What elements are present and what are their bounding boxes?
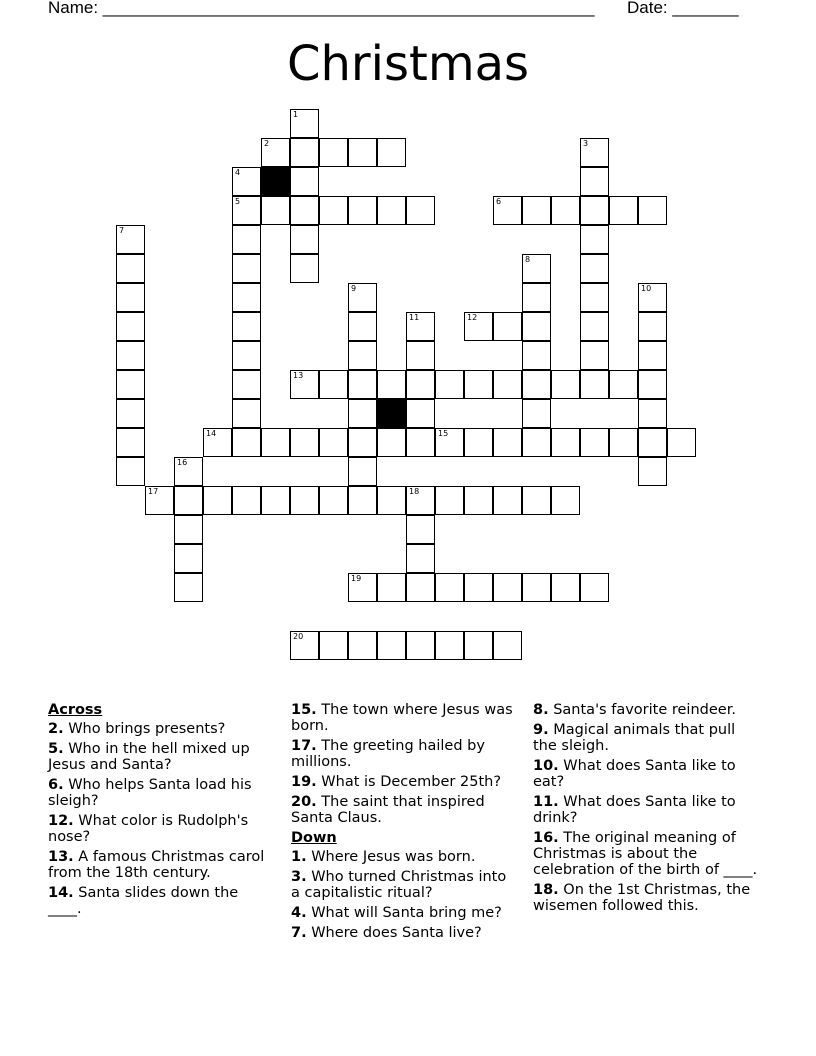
crossword-cell[interactable] [174, 573, 203, 602]
clue-across-17: 17. The greeting hailed by millions. [291, 738, 485, 770]
crossword-cell[interactable] [493, 428, 522, 457]
crossword-cell[interactable] [522, 486, 551, 515]
crossword-cell[interactable] [493, 312, 522, 341]
clue-down-7: 7. Where does Santa live? [291, 925, 482, 941]
crossword-cell[interactable] [319, 138, 348, 167]
crossword-cell[interactable] [522, 283, 551, 312]
crossword-cell[interactable] [377, 196, 406, 225]
crossword-cell[interactable] [580, 254, 609, 283]
crossword-cell[interactable] [232, 167, 261, 196]
crossword-cell[interactable] [580, 573, 609, 602]
crossword-cell[interactable] [493, 486, 522, 515]
clue-down-1: 1. Where Jesus was born. [291, 849, 476, 865]
crossword-cell[interactable] [377, 370, 406, 399]
crossword-cell[interactable] [348, 138, 377, 167]
clue-across-15: 15. The town where Jesus was born. [291, 702, 513, 734]
crossword-cell[interactable] [551, 486, 580, 515]
crossword-cell[interactable] [377, 573, 406, 602]
crossword-cell[interactable] [145, 486, 174, 515]
clue-number: 8 [525, 255, 531, 264]
crossword-cell[interactable] [348, 283, 377, 312]
clue-number: 4 [235, 168, 241, 177]
down-heading: Down [291, 830, 337, 846]
crossword-cell[interactable] [232, 486, 261, 515]
clue-number: 1 [293, 110, 299, 119]
crossword-cell[interactable] [464, 486, 493, 515]
clue-number: 11 [409, 313, 420, 322]
clue-number: 15 [438, 429, 449, 438]
clue-number: 14 [206, 429, 217, 438]
crossword-cell[interactable] [203, 486, 232, 515]
crossword-cell[interactable] [406, 399, 435, 428]
clue-column-3 [533, 702, 761, 918]
date-field-label[interactable]: Date: _______ [627, 0, 739, 17]
crossword-cell[interactable] [116, 370, 145, 399]
crossword-cell[interactable] [116, 254, 145, 283]
crossword-cell[interactable] [290, 254, 319, 283]
crossword-cell[interactable] [232, 225, 261, 254]
crossword-cell[interactable] [319, 428, 348, 457]
clue-across-2: 2. Who brings presents? [48, 721, 226, 737]
crossword-cell[interactable] [377, 138, 406, 167]
crossword-cell[interactable] [348, 341, 377, 370]
clue-across-6: 6. Who helps Santa load his sleigh? [48, 777, 252, 809]
clue-across-14: 14. Santa slides down the ____. [48, 885, 239, 917]
crossword-cell[interactable] [377, 631, 406, 660]
crossword-cell[interactable] [638, 370, 667, 399]
crossword-cell[interactable] [638, 457, 667, 486]
crossword-cell[interactable] [667, 428, 696, 457]
crossword-cell[interactable] [290, 428, 319, 457]
clue-down-11: 11. What does Santa like to drink? [533, 794, 736, 826]
crossword-cell[interactable] [290, 196, 319, 225]
clue-down-8: 8. Santa's favorite reindeer. [533, 702, 736, 718]
crossword-cell[interactable] [406, 312, 435, 341]
crossword-cell[interactable] [406, 544, 435, 573]
crossword-cell[interactable] [319, 370, 348, 399]
clue-number: 19 [351, 574, 362, 583]
crossword-cell[interactable] [348, 399, 377, 428]
crossword-cell[interactable] [493, 196, 522, 225]
crossword-cell[interactable] [464, 370, 493, 399]
crossword-cell[interactable] [290, 370, 319, 399]
crossword-cell[interactable] [522, 573, 551, 602]
crossword-cell[interactable] [290, 225, 319, 254]
crossword-cell[interactable] [116, 225, 145, 254]
crossword-cell[interactable] [638, 341, 667, 370]
crossword-cell[interactable] [406, 515, 435, 544]
crossword-cell[interactable] [261, 486, 290, 515]
crossword-cell[interactable] [551, 428, 580, 457]
crossword-cell[interactable] [348, 370, 377, 399]
crossword-cell[interactable] [232, 312, 261, 341]
crossword-cell[interactable] [493, 631, 522, 660]
crossword-black-cell [261, 167, 290, 196]
clue-number: 17 [148, 487, 159, 496]
clue-across-5: 5. Who in the hell mixed up Jesus and Santa? [48, 741, 250, 773]
crossword-cell[interactable] [522, 254, 551, 283]
crossword-cell[interactable] [174, 544, 203, 573]
crossword-cell[interactable] [435, 573, 464, 602]
clue-across-19: 19. What is December 25th? [291, 774, 502, 790]
crossword-cell[interactable] [377, 428, 406, 457]
crossword-cell[interactable] [435, 631, 464, 660]
crossword-cell[interactable] [522, 428, 551, 457]
clue-number: 5 [235, 197, 241, 206]
crossword-cell[interactable] [232, 254, 261, 283]
crossword-cell[interactable] [638, 399, 667, 428]
clue-number: 9 [351, 284, 357, 293]
crossword-cell[interactable] [232, 428, 261, 457]
crossword-cell[interactable] [116, 341, 145, 370]
crossword-cell[interactable] [580, 196, 609, 225]
crossword-black-cell [377, 399, 406, 428]
crossword-cell[interactable] [290, 167, 319, 196]
crossword-cell[interactable] [551, 573, 580, 602]
crossword-cell[interactable] [638, 196, 667, 225]
clue-across-12: 12. What color is Rudolph's nose? [48, 813, 249, 845]
clue-column-2 [291, 702, 519, 945]
crossword-cell[interactable] [406, 573, 435, 602]
crossword-cell[interactable] [406, 341, 435, 370]
crossword-cell[interactable] [377, 486, 406, 515]
crossword-cell[interactable] [406, 428, 435, 457]
crossword-cell[interactable] [464, 428, 493, 457]
crossword-cell[interactable] [232, 341, 261, 370]
crossword-cell[interactable] [464, 312, 493, 341]
crossword-cell[interactable] [116, 283, 145, 312]
crossword-cell[interactable] [435, 370, 464, 399]
crossword-cell[interactable] [638, 283, 667, 312]
crossword-cell[interactable] [232, 283, 261, 312]
clue-number: 18 [409, 487, 420, 496]
crossword-cell[interactable] [609, 196, 638, 225]
crossword-cell[interactable] [348, 312, 377, 341]
crossword-cell[interactable] [522, 399, 551, 428]
crossword-cell[interactable] [435, 486, 464, 515]
clue-number: 16 [177, 458, 188, 467]
clue-number: 6 [496, 197, 502, 206]
crossword-cell[interactable] [261, 196, 290, 225]
crossword-cell[interactable] [406, 631, 435, 660]
crossword-cell[interactable] [406, 486, 435, 515]
crossword-cell[interactable] [319, 631, 348, 660]
crossword-cell[interactable] [232, 370, 261, 399]
crossword-cell[interactable] [522, 196, 551, 225]
clue-number: 20 [293, 632, 304, 641]
crossword-cell[interactable] [174, 515, 203, 544]
crossword-cell[interactable] [232, 399, 261, 428]
clue-number: 12 [467, 313, 478, 322]
crossword-cell[interactable] [435, 428, 464, 457]
crossword-cell[interactable] [348, 486, 377, 515]
crossword-cell[interactable] [580, 341, 609, 370]
crossword-cell[interactable] [580, 428, 609, 457]
clue-number: 2 [264, 139, 270, 148]
crossword-cell[interactable] [290, 486, 319, 515]
crossword-cell[interactable] [203, 428, 232, 457]
crossword-cell[interactable] [522, 312, 551, 341]
crossword-cell[interactable] [116, 399, 145, 428]
across-heading: Across [48, 702, 103, 718]
crossword-cell[interactable] [174, 486, 203, 515]
crossword-cell[interactable] [609, 370, 638, 399]
crossword-cell[interactable] [551, 196, 580, 225]
name-field-label[interactable]: Name: ____________________________________________________ [48, 0, 595, 17]
clue-down-4: 4. What will Santa bring me? [291, 905, 502, 921]
clue-number: 13 [293, 371, 304, 380]
clue-down-18: 18. On the 1st Christmas, the wisemen followed this. [533, 882, 751, 914]
crossword-cell[interactable] [580, 167, 609, 196]
crossword-cell[interactable] [464, 573, 493, 602]
crossword-cell[interactable] [319, 486, 348, 515]
clue-down-9: 9. Magical animals that pull the sleigh. [533, 722, 736, 754]
clue-across-20: 20. The saint that inspired Santa Claus. [291, 794, 485, 826]
clue-down-16: 16. The original meaning of Christmas is about the celebration of the birth of ____. [533, 830, 758, 878]
crossword-cell[interactable] [290, 109, 319, 138]
crossword-cell[interactable] [638, 428, 667, 457]
crossword-cell[interactable] [348, 428, 377, 457]
crossword-cell[interactable] [116, 428, 145, 457]
crossword-cell[interactable] [348, 196, 377, 225]
crossword-cell[interactable] [116, 312, 145, 341]
crossword-cell[interactable] [348, 631, 377, 660]
crossword-cell[interactable] [609, 428, 638, 457]
clue-number: 10 [641, 284, 652, 293]
crossword-cell[interactable] [319, 196, 348, 225]
crossword-cell[interactable] [638, 312, 667, 341]
crossword-cell[interactable] [493, 573, 522, 602]
clue-down-10: 10. What does Santa like to eat? [533, 758, 736, 790]
crossword-cell[interactable] [116, 457, 145, 486]
clue-number: 7 [119, 226, 125, 235]
crossword-cell[interactable] [290, 631, 319, 660]
crossword-cell[interactable] [493, 370, 522, 399]
crossword-cell[interactable] [580, 225, 609, 254]
clue-column-1 [48, 702, 276, 921]
crossword-cell[interactable] [290, 138, 319, 167]
crossword-cell[interactable] [580, 312, 609, 341]
crossword-cell[interactable] [522, 370, 551, 399]
crossword-cell[interactable] [464, 631, 493, 660]
crossword-cell[interactable] [580, 370, 609, 399]
crossword-cell[interactable] [261, 138, 290, 167]
crossword-cell[interactable] [348, 457, 377, 486]
crossword-cell[interactable] [580, 138, 609, 167]
crossword-cell[interactable] [580, 283, 609, 312]
crossword-cell[interactable] [232, 196, 261, 225]
clue-number: 3 [583, 139, 589, 148]
crossword-cell[interactable] [174, 457, 203, 486]
crossword-cell[interactable] [261, 428, 290, 457]
crossword-cell[interactable] [522, 341, 551, 370]
page-title: Christmas [286, 36, 529, 92]
clue-down-3: 3. Who turned Christmas into a capitalistic ritual? [291, 869, 507, 901]
crossword-cell[interactable] [406, 370, 435, 399]
crossword-cell[interactable] [551, 370, 580, 399]
clue-across-13: 13. A famous Christmas carol from the 18th century. [48, 849, 265, 881]
crossword-cell[interactable] [348, 573, 377, 602]
crossword-cell[interactable] [406, 196, 435, 225]
